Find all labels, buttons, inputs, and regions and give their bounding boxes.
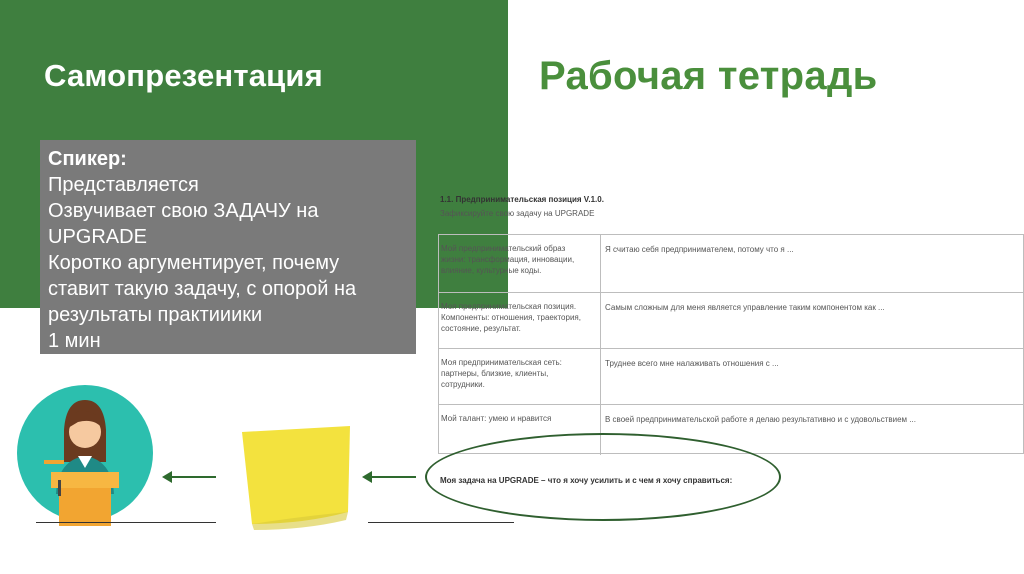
cell-line: Моя предпринимательская сеть: bbox=[441, 358, 562, 367]
table-cell-prompt: В своей предпринимательской работе я делаю результативно и с удовольствием ... bbox=[605, 415, 916, 424]
sticky-note-icon bbox=[234, 420, 356, 530]
cell-line: Компоненты: отношения, траектория, bbox=[441, 313, 581, 322]
highlight-ellipse bbox=[425, 433, 781, 521]
table-cell-prompt: Труднее всего мне налаживать отношения с ... bbox=[605, 359, 779, 368]
cell-line: партнеры, близкие, клиенты, bbox=[441, 369, 549, 378]
divider-line bbox=[368, 522, 514, 523]
cell-line: влияние, культурные коды. bbox=[441, 266, 542, 275]
cell-line: состояние, результат. bbox=[441, 324, 521, 333]
cell-line: Моя предпринимательская позиция. bbox=[441, 302, 577, 311]
speaker-line: Коротко аргументирует, почему bbox=[48, 252, 340, 274]
speaker-heading: Спикер: bbox=[48, 148, 127, 170]
speaker-line: ставит такую задачу, с опорой на bbox=[48, 278, 357, 300]
worksheet-subtitle: Зафиксируйте свою задачу на UPGRADE bbox=[440, 209, 595, 218]
table-cell-prompt: Я считаю себя предпринимателем, потому что я ... bbox=[605, 245, 794, 254]
worksheet-title: 1.1. Предпринимательская позиция V.1.0. bbox=[440, 195, 604, 204]
cell-line: жизни: трансформация, инновации, bbox=[441, 255, 575, 264]
table-cell-topic bbox=[439, 235, 601, 292]
table-cell-topic bbox=[439, 293, 601, 348]
table-cell-prompt: Самым сложным для меня является управление таким компонентом как ... bbox=[605, 303, 885, 312]
right-title: Рабочая тетрадь bbox=[539, 54, 878, 98]
speaker-line: Представляется bbox=[48, 174, 199, 196]
table-row bbox=[439, 293, 1023, 349]
speaker-at-podium-icon bbox=[16, 384, 154, 530]
arrow-left-icon bbox=[160, 470, 220, 484]
cell-line: сотрудники. bbox=[441, 380, 485, 389]
speaker-line: UPGRADE bbox=[48, 226, 147, 248]
speaker-line: результаты практииики bbox=[48, 304, 263, 326]
table-cell-topic bbox=[439, 349, 601, 404]
table-row bbox=[439, 235, 1023, 293]
left-title: Самопрезентация bbox=[44, 58, 323, 93]
arrow-left-icon bbox=[360, 470, 420, 484]
divider-line bbox=[36, 522, 216, 523]
cell-line: Мой талант: умею и нравится bbox=[441, 414, 552, 423]
speaker-line: 1 мин bbox=[48, 330, 101, 352]
worksheet-task-label: Моя задача на UPGRADE – что я хочу усилить и с чем я хочу справиться: bbox=[440, 476, 733, 485]
table-row bbox=[439, 349, 1023, 405]
cell-line: Мой предпринимательский образ bbox=[441, 244, 566, 253]
speaker-box bbox=[40, 140, 416, 354]
speaker-line: Озвучивает свою ЗАДАЧУ на bbox=[48, 200, 319, 222]
worksheet-table bbox=[438, 234, 1024, 454]
